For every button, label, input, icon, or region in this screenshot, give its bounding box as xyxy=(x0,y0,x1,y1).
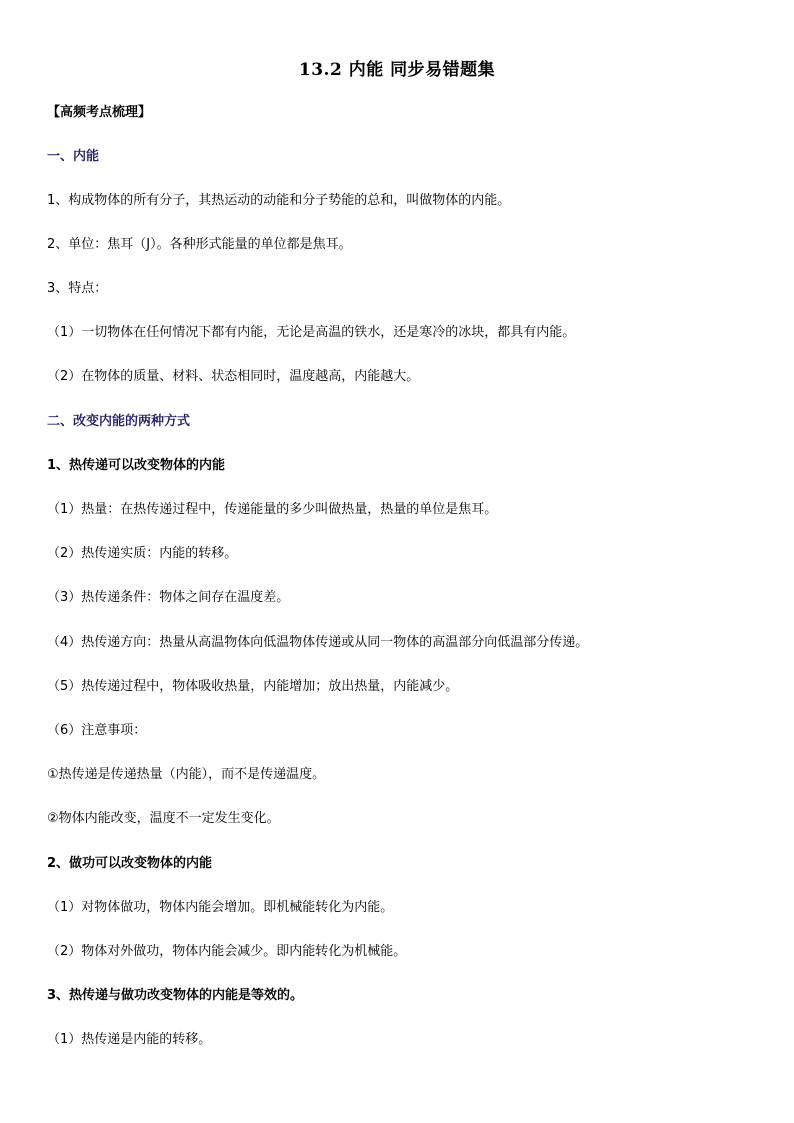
paragraph: （1）热量：在热传递过程中，传递能量的多少叫做热量，热量的单位是焦耳。 xyxy=(47,502,498,517)
paragraph: （5）热传递过程中，物体吸收热量，内能增加；放出热量，内能减少。 xyxy=(47,679,459,694)
subheading-equivalence: 3、热传递与做功改变物体的内能是等效的。 xyxy=(47,988,304,1003)
paragraph: 3、特点： xyxy=(47,281,108,296)
paragraph: （4）热传递方向：热量从高温物体向低温物体传递或从同一物体的高温部分向低温部分传递。 xyxy=(47,635,589,650)
paragraph: （6）注意事项： xyxy=(47,723,147,738)
paragraph: （3）热传递条件：物体之间存在温度差。 xyxy=(47,590,290,605)
paragraph: ①热传递是传递热量（内能），而不是传递温度。 xyxy=(47,767,326,782)
heading-two-ways: 二、改变内能的两种方式 xyxy=(47,414,191,429)
section-label-key-points: 【高频考点梳理】 xyxy=(47,105,152,120)
paragraph: （1）一切物体在任何情况下都有内能，无论是高温的铁水，还是寒冷的冰块，都具有内能。 xyxy=(47,325,576,340)
subheading-heat-transfer: 1、热传递可以改变物体的内能 xyxy=(47,458,226,473)
heading-internal-energy: 一、内能 xyxy=(47,149,100,164)
paragraph: 2、单位：焦耳（J）。各种形式能量的单位都是焦耳。 xyxy=(47,237,352,252)
paragraph: （1）热传递是内能的转移。 xyxy=(47,1032,212,1047)
paragraph: （2）热传递实质：内能的转移。 xyxy=(47,546,238,561)
paragraph: 1、构成物体的所有分子，其热运动的动能和分子势能的总和，叫做物体的内能。 xyxy=(47,193,511,208)
paragraph: （1）对物体做功，物体内能会增加。即机械能转化为内能。 xyxy=(47,900,394,915)
subheading-doing-work: 2、做功可以改变物体的内能 xyxy=(47,856,213,871)
paragraph: ②物体内能改变，温度不一定发生变化。 xyxy=(47,811,280,826)
paragraph: （2）在物体的质量、材料、状态相同时，温度越高，内能越大。 xyxy=(47,369,420,384)
document-title: 13.2 内能 同步易错题集 xyxy=(298,60,496,80)
paragraph: （2）物体对外做功，物体内能会减少。即内能转化为机械能。 xyxy=(47,944,407,959)
